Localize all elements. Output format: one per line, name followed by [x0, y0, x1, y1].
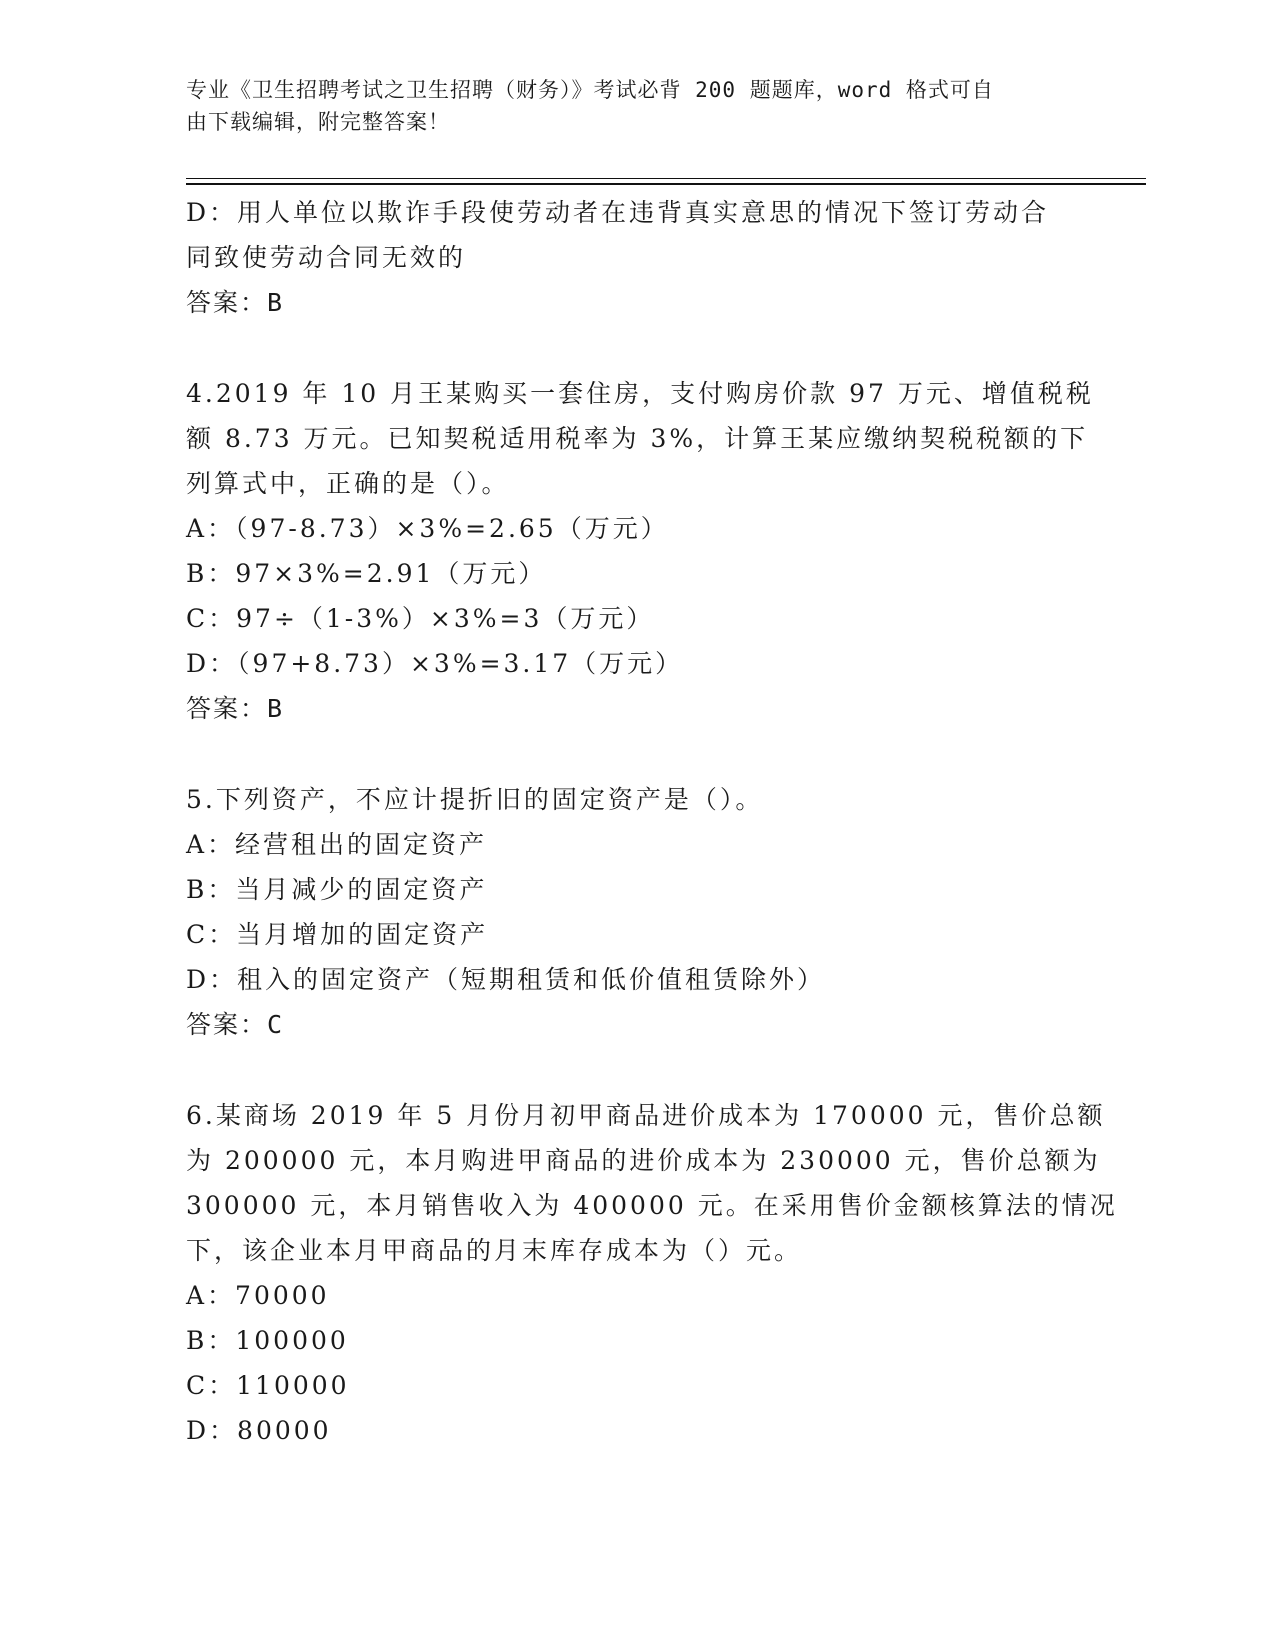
question-text-line: 列算式中，正确的是（）。: [186, 469, 510, 498]
answer-line: [186, 686, 1086, 731]
question-text-line: 6.某商场 2019 年 5 月份月初甲商品进价成本为 170000 元，售价总额: [186, 1101, 1106, 1130]
option-d: D：（97+8.73）×3%=3.17（万元）: [186, 649, 684, 678]
option-b: B：当月减少的固定资产: [186, 875, 488, 904]
answer-label: 答案：: [186, 288, 268, 317]
option-a: A：经营租出的固定资产: [186, 830, 488, 859]
option-a: A：70000: [186, 1281, 330, 1310]
option-d: D：80000: [186, 1416, 332, 1445]
header-divider-thin: [186, 178, 1146, 179]
question-text-line: 额 8.73 万元。已知契税适用税率为 3%，计算王某应缴纳契税税额的下: [186, 424, 1089, 453]
header-line-1: 专业《卫生招聘考试之卫生招聘（财务）》考试必背 200 题题库，word 格式可自: [186, 78, 994, 102]
option-b: B：100000: [186, 1326, 349, 1355]
option-d-continued: 同致使劳动合同无效的: [186, 243, 467, 272]
option-c: C：当月增加的固定资产: [186, 920, 489, 949]
question-text-line: 5.下列资产，不应计提折旧的固定资产是（）。: [186, 785, 764, 814]
header-line-2: 由下载编辑，附完整答案！: [186, 110, 450, 134]
question-list: [186, 190, 1118, 1453]
option-a: A：（97-8.73）×3%=2.65（万元）: [186, 514, 669, 543]
question-3-tail: [186, 190, 1086, 325]
question-text-line: 下，该企业本月甲商品的月末库存成本为（）元。: [186, 1236, 803, 1265]
option-d: D：租入的固定资产（短期租赁和低价值租赁除外）: [186, 965, 826, 994]
header-divider-thick: [186, 183, 1146, 185]
answer-line: [186, 1002, 1086, 1047]
option-d: D：用人单位以欺诈手段使劳动者在违背真实意思的情况下签订劳动合: [186, 198, 1050, 227]
option-c: C：97÷（1-3%）×3%=3（万元）: [186, 604, 655, 633]
question-4: [186, 371, 1094, 731]
answer-value: B: [267, 288, 285, 317]
answer-label: 答案：: [186, 1010, 268, 1039]
option-c: C：110000: [186, 1371, 350, 1400]
answer-value: C: [267, 1010, 285, 1039]
answer-line: [186, 280, 1086, 325]
option-b: B：97×3%=2.91（万元）: [186, 559, 547, 588]
answer-label: 答案：: [186, 694, 268, 723]
question-text-line: 4.2019 年 10 月王某购买一套住房，支付购房价款 97 万元、增值税税: [186, 379, 1094, 408]
answer-value: B: [267, 694, 285, 723]
document-header: [186, 74, 1066, 138]
question-5: [186, 777, 1086, 1047]
question-6: [186, 1093, 1118, 1453]
question-text-line: 300000 元，本月销售收入为 400000 元。在采用售价金额核算法的情况: [186, 1191, 1118, 1220]
question-text-line: 为 200000 元，本月购进甲商品的进价成本为 230000 元，售价总额为: [186, 1146, 1101, 1175]
